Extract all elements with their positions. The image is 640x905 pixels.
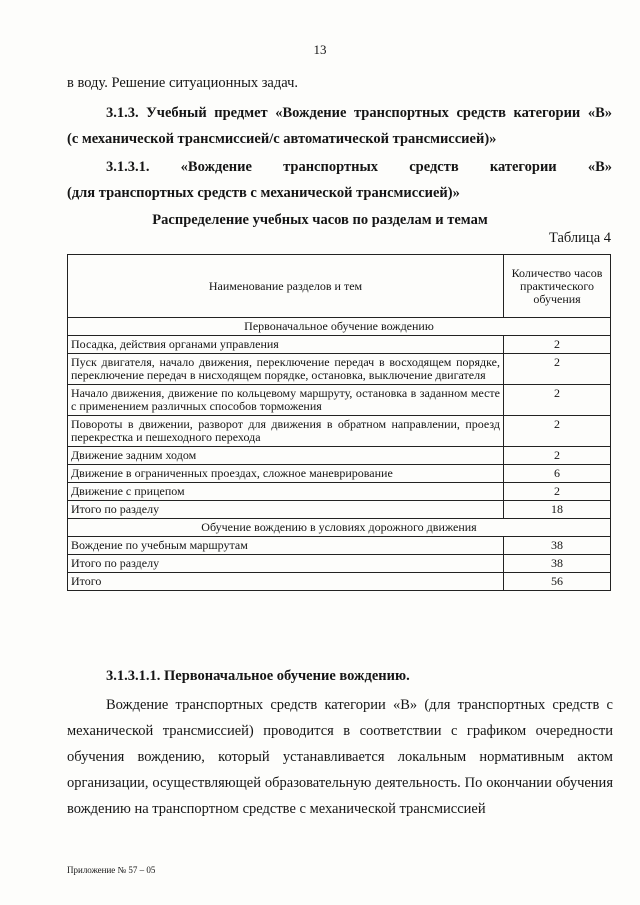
row-name: Движение задним ходом (68, 447, 504, 465)
row-name: Итого (68, 573, 504, 591)
footer-annex: Приложение № 57 – 05 (67, 865, 156, 875)
row-hours: 18 (504, 501, 611, 519)
row-name: Итого по разделу (68, 501, 504, 519)
table-row (68, 483, 611, 501)
row-name: Вождение по учебным маршрутам (68, 537, 504, 555)
body-paragraph: Вождение транспортных средств категории «В» (для транспортных средств с механической трансмиссией) проводится в соответствии с графиком очередности обучения вождению, который устанавливается локальным нормативным актом организации, осуществляющей образовательную деятельность. По окончании обучения вождению на транспортном средстве с механической трансмиссией (67, 697, 613, 817)
table-row (68, 465, 611, 483)
row-name: Повороты в движении, разворот для движения в обратном направлении, проезд перекрестка и пешеходного перехода (68, 416, 504, 447)
heading-3-1-3-1-line1: 3.1.3.1. «Вождение транспортных средств категории «В» (106, 159, 612, 175)
header-hours: Количество часов практического обучения (504, 255, 611, 318)
table-row (68, 385, 611, 416)
table-header-row (68, 255, 611, 318)
row-name: Посадка, действия органами управления (68, 336, 504, 354)
table-row (68, 447, 611, 465)
section-row (68, 318, 611, 336)
row-name: Пуск двигателя, начало движения, переключение передач в восходящем порядке, переключение передач в нисходящем порядке, остановка, выключение двигателя (68, 354, 504, 385)
page-number: 13 (313, 42, 327, 57)
section-row (68, 519, 611, 537)
row-name: Начало движения, движение по кольцевому маршруту, остановка в заданном месте с применением различных способов торможения (68, 385, 504, 416)
hours-table (67, 254, 611, 591)
row-hours: 38 (504, 555, 611, 573)
table-label: Таблица 4 (548, 230, 611, 246)
row-hours: 2 (504, 385, 611, 416)
distribution-title: Распределение учебных часов по разделам и темам (152, 212, 488, 228)
heading-3-1-3-line1: 3.1.3. Учебный предмет «Вождение транспортных средств категории «В» (106, 105, 612, 121)
row-hours: 2 (504, 447, 611, 465)
table-row (68, 336, 611, 354)
row-hours: 2 (504, 354, 611, 385)
heading-3-1-3-line2: (с механической трансмиссией/с автоматической трансмиссией)» (67, 131, 497, 147)
table-row (68, 573, 611, 591)
header-name: Наименование разделов и тем (68, 255, 504, 318)
row-hours: 38 (504, 537, 611, 555)
table-row (68, 537, 611, 555)
table-row (68, 416, 611, 447)
row-hours: 2 (504, 416, 611, 447)
table-row (68, 354, 611, 385)
table-row (68, 501, 611, 519)
heading-3-1-3-1-line2: (для транспортных средств с механической трансмиссией)» (67, 185, 460, 201)
row-hours: 2 (504, 336, 611, 354)
row-hours: 6 (504, 465, 611, 483)
section2-title: Обучение вождению в условиях дорожного движения (68, 519, 611, 537)
row-name: Итого по разделу (68, 555, 504, 573)
row-hours: 2 (504, 483, 611, 501)
row-hours: 56 (504, 573, 611, 591)
row-name: Движение с прицепом (68, 483, 504, 501)
table-row (68, 555, 611, 573)
intro-text: в воду. Решение ситуационных задач. (67, 75, 299, 91)
row-name: Движение в ограниченных проездах, сложное маневрирование (68, 465, 504, 483)
heading-3-1-3-1-1: 3.1.3.1.1. Первоначальное обучение вождению. (106, 668, 410, 684)
section1-title: Первоначальное обучение вождению (68, 318, 611, 336)
